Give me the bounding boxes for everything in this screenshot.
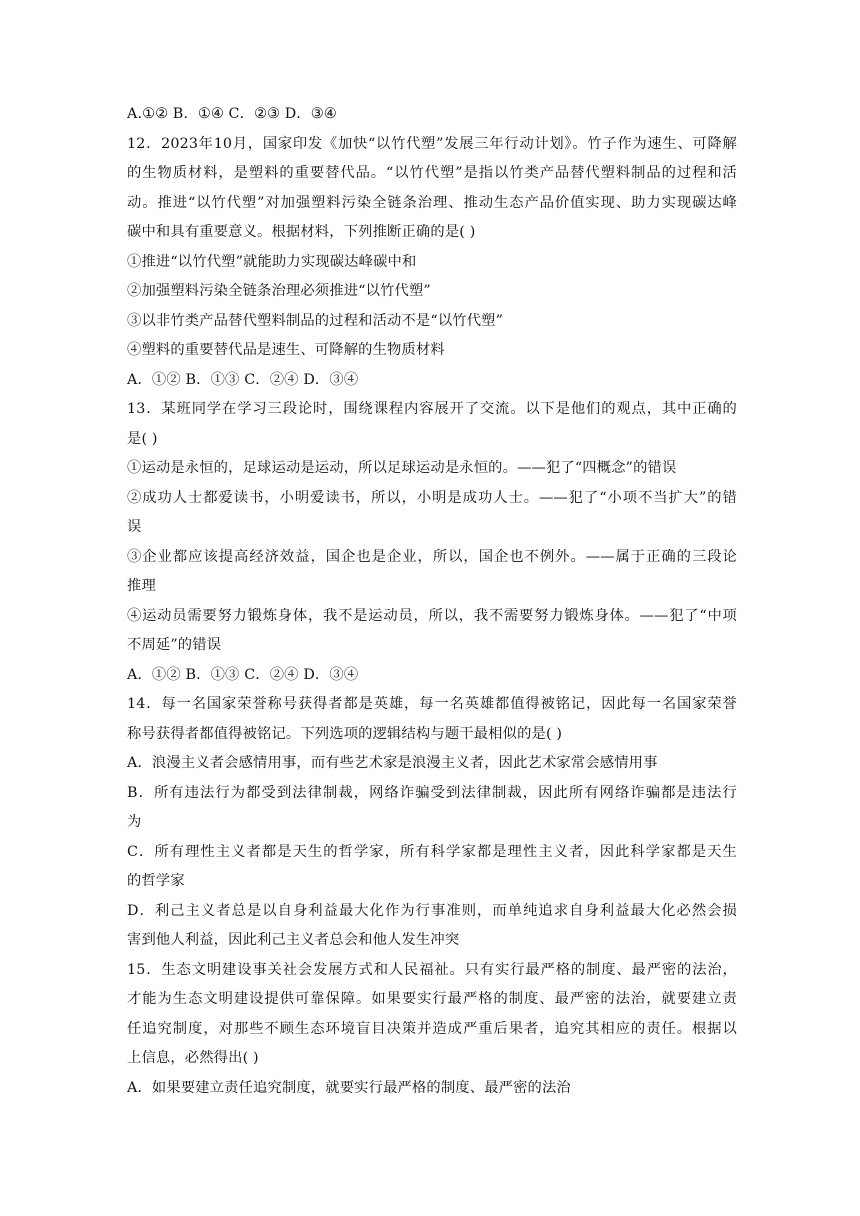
document-page	[127, 100, 737, 1103]
text-line: D．利己主义者总是以自身利益最大化作为行事准则，而单纯追求自身利益最大化必然会损	[127, 902, 737, 919]
text-line: 上信息，必然得出( )	[127, 1050, 259, 1066]
text-line: 13．某班同学在学习三段论时，围绕课程内容展开了交流。以下是他们的观点，其中正确的	[127, 401, 737, 417]
text-line: ③以非竹类产品替代塑料制品的过程和活动不是“以竹代塑”	[127, 312, 504, 329]
text-line: 的哲学家	[127, 873, 185, 889]
text-line: 才能为生态文明建设提供可靠保障。如果要实行最严格的制度、最严密的法治，就要建立责	[127, 991, 737, 1007]
text-line: 推理	[127, 578, 156, 594]
text-line: A.①② B．①④ C．②③ D．③④	[127, 106, 337, 122]
text-line: 的生物质材料，是塑料的重要替代品。“以竹代塑”是指以竹类产品替代塑料制品的过程和活	[127, 165, 737, 181]
text-line: 动。推进“以竹代塑”对加强塑料污染全链条治理、推动生态产品价值实现、助力实现碳达峰	[127, 194, 737, 211]
text-line: 15．生态文明建设事关社会发展方式和人民福祉。只有实行最严格的制度、最严密的法治，	[127, 961, 737, 978]
text-line: B．所有违法行为都受到法律制裁，网络诈骗受到法律制裁，因此所有网络诈骗都是违法行	[127, 784, 737, 801]
text-line: 14．每一名国家荣誉称号获得者都是英雄，每一名英雄都值得被铭记，因此每一名国家荣誉	[127, 696, 737, 712]
text-line: ④运动员需要努力锻炼身体，我不是运动员，所以，我不需要努力锻炼身体。——犯了“中项	[127, 607, 737, 624]
text-line: ③企业都应该提高经济效益，国企也是企业，所以，国企也不例外。——属于正确的三段论	[127, 548, 737, 565]
text-line: 害到他人利益，因此利己主义者总会和他人发生冲突	[127, 932, 460, 948]
text-line: ①推进“以竹代塑”就能助力实现碳达峰碳中和	[127, 253, 417, 270]
text-line: ④塑料的重要替代品是速生、可降解的生物质材料	[127, 342, 445, 358]
text-line: 不周延”的错误	[127, 637, 222, 653]
text-line: ②成功人士都爱读书，小明爱读书，所以，小明是成功人士。——犯了“小项不当扩大”的错	[127, 489, 737, 506]
text-line: 称号获得者都值得被铭记。下列选项的逻辑结构与题干最相似的是( )	[127, 725, 563, 742]
text-line: 误	[127, 519, 142, 535]
text-line: 是( )	[127, 430, 158, 447]
text-line: ①运动是永恒的，足球运动是运动，所以足球运动是永恒的。——犯了“四概念”的错误	[127, 460, 677, 476]
text-line: A．①② B．①③ C．②④ D．③④	[127, 371, 359, 388]
text-line: A．浪漫主义者会感情用事，而有些艺术家是浪漫主义者，因此艺术家常会感情用事	[127, 755, 658, 771]
text-line: A．①② B．①③ C．②④ D．③④	[127, 666, 359, 683]
text-line: C．所有理性主义者都是天生的哲学家，所有科学家都是理性主义者，因此科学家都是天生	[127, 843, 737, 860]
text-line: A．如果要建立责任追究制度，就要实行最严格的制度、最严密的法治	[127, 1079, 571, 1096]
text-line: 碳中和具有重要意义。根据材料，下列推断正确的是( )	[127, 224, 476, 240]
text-line: ②加强塑料污染全链条治理必须推进“以竹代塑”	[127, 283, 431, 299]
text-line: 任追究制度，对那些不顾生态环境盲目决策并造成严重后果者，追究其相应的责任。根据以	[127, 1020, 737, 1037]
text-line: 为	[127, 814, 142, 830]
text-line: 12．2023年10月，国家印发《加快“以竹代塑”发展三年行动计划》。竹子作为速生、可降解	[127, 135, 737, 152]
